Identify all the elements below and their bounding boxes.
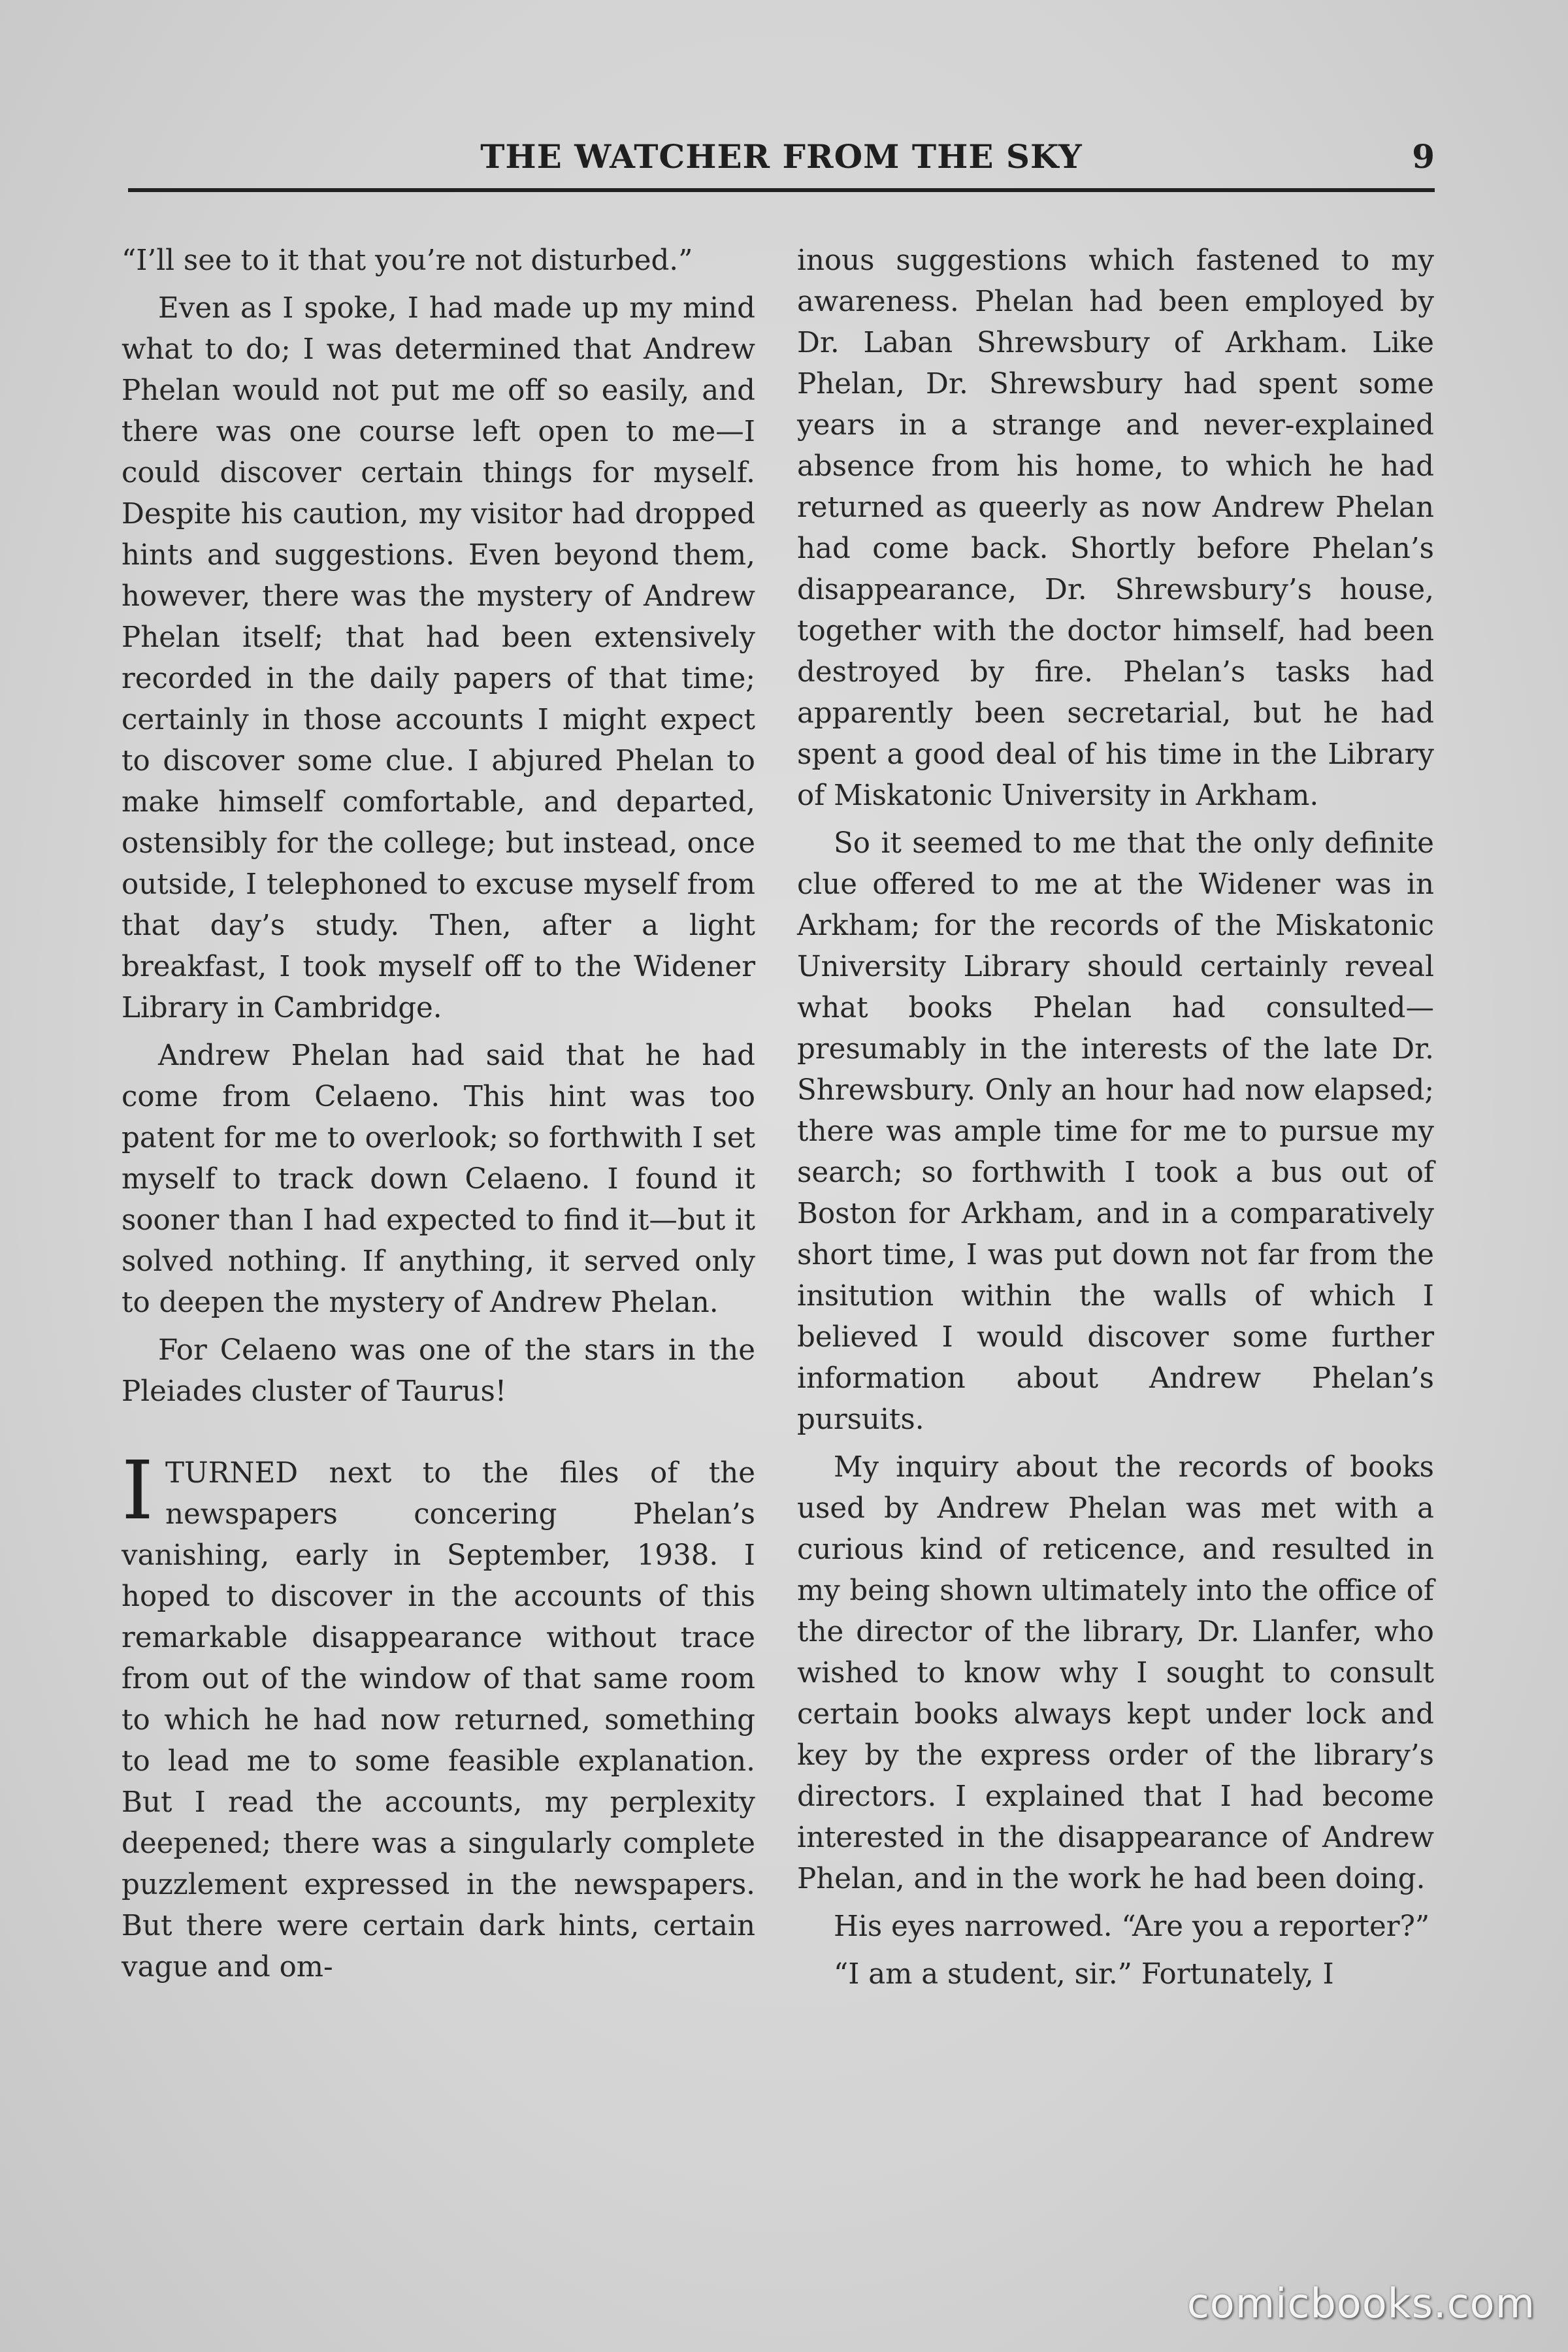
paragraph: Even as I spoke, I had made up my mind what to do; I was determined that Andrew Phelan would not put me off so easily, and there was one course left open to me—I could discover certain things for myself. Despite his caution, my visitor had dropped hints and suggestions. Even beyond them, however, there was the mystery of Andrew Phelan itself; that had been extensively recorded in the daily papers of that time; certainly in those accounts I might expect to discover some clue. I abjured Phelan to make himself comfortable, and departed, ostensibly for the college; but instead, once outside, I telephoned to excuse myself from that day’s study. Then, after a light breakfast, I took myself off to the Widener Library in Cambridge. [122,292,755,1024]
paragraph: So it seemed to me that the only definite clue offered to me at the Widener was in Arkham; for the records of the Miskatonic University Library should certainly reveal what books Phelan had consulted—presumably in the interests of the late Dr. Shrewsbury. Only an hour had now elapsed; there was ample time for me to pursue my search; so forthwith I took a bus out of Boston for Arkham, and in a comparatively short time, I was put down not far from the insitution within the walls of which I believed I would discover some further information about Andrew Phelan’s pursuits. [797,827,1434,1436]
paragraph: inous suggestions which fastened to my awareness. Phelan had been employed by Dr. Laban Shrewsbury of Arkham. Like Phelan, Dr. Shrewsbury had spent some years in a strange and never-explained absence from his home, to which he had returned as queerly as now Andrew Phelan had come back. Shortly before Phelan’s disappearance, Dr. Shrewsbury’s house, together with the doctor himself, had been destroyed by fire. Phelan’s tasks had apparently been secretarial, but he had spent a good deal of his time in the Library of Miskatonic University in Arkham. [797,244,1434,812]
paragraph: Andrew Phelan had said that he had come from Celaeno. This hint was too patent for me to overlook; so forthwith I set myself to track down Celaeno. I found it sooner than I had expected to find it—but it solved nothing. If anything, it served only to deepen the mystery of Andrew Phelan. [122,1039,755,1319]
paragraph: “I am a student, sir.” Fortunately, I [834,1958,1334,1991]
drop-cap: I [122,1444,154,1538]
paragraph: My inquiry about the records of books used by Andrew Phelan was met with a curious kind of reticence, and resulted in my being shown ultimately into the office of the director of the library, Dr. Llanfer, who wished to know why I sought to consult certain books always kept under lock and key by the express order of the library’s directors. I explained that I had become interested in the disappearance of Andrew Phelan, and in the work he had been doing. [797,1451,1434,1895]
section-break [122,1419,755,1453]
running-header [128,137,1435,189]
right-column [797,240,1434,2002]
watermark: comicbooks.com [1186,2279,1535,2327]
section-paragraph [122,1444,755,1988]
section-text: TURNED next to the files of the newspapers concering Phelan’s vanishing, early in September, 1938. I hoped to discover in the accounts of this remarkable disappearance without trace from out of the window of that same room to which he had now returned, something to lead me to some feasible explanation. But I read the accounts, my perplexity deepened; there was a singularly complete puzzlement expressed in the newspapers. But there were certain dark hints, certain vague and om- [122,1457,755,1984]
paragraph: “I’ll see to it that you’re not disturbed.” [122,244,693,277]
page-number: 9 [1412,137,1435,176]
paragraph: For Celaeno was one of the stars in the Pleiades cluster of Taurus! [122,1334,755,1408]
paragraph: His eyes narrowed. “Are you a reporter?” [834,1910,1430,1943]
running-title: THE WATCHER FROM THE SKY [480,137,1083,176]
header-rule [128,188,1435,192]
left-column [122,240,755,1995]
